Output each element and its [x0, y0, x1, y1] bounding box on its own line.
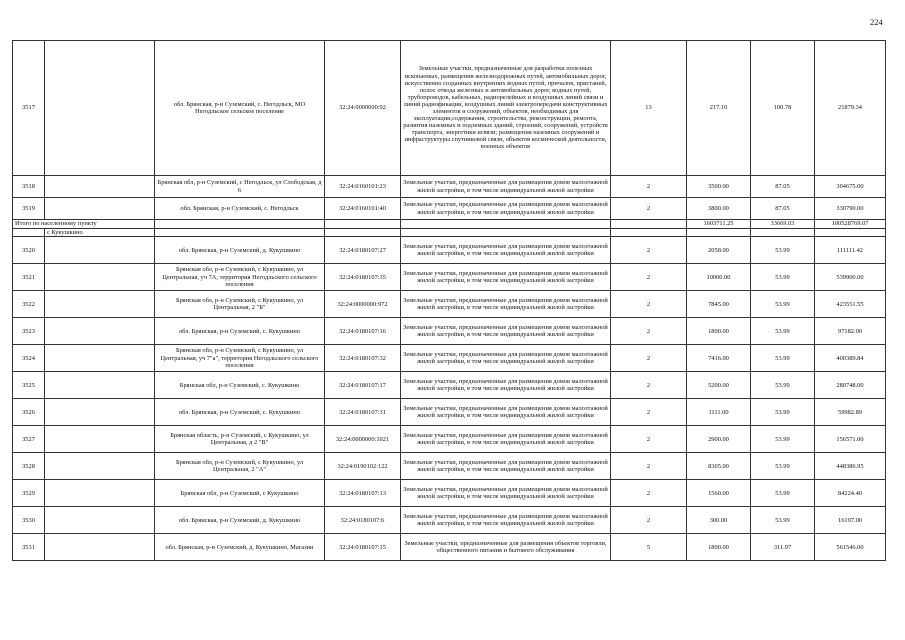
address-cell: Брянская обл, р-н Суземский, с Кукушкино	[155, 480, 325, 507]
land-use-cell: Земельные участки, предназначенные для размещения домов малоэтажной жилой застройки, в том числе индивидуальной жилой застройки	[401, 399, 611, 426]
row-number: 3528	[13, 453, 45, 480]
empty-cell	[45, 291, 155, 318]
empty-cell	[45, 198, 155, 220]
cadastral-value-cell: 97182.00	[815, 318, 886, 345]
group-cell: 2	[611, 291, 687, 318]
group-cell: 2	[611, 198, 687, 220]
cadastral-value-cell: 156571.00	[815, 426, 886, 453]
table-row	[13, 264, 886, 291]
total-row	[13, 220, 886, 229]
cadastral-number-cell: 32:24:0180107:31	[325, 399, 401, 426]
row-number: 3522	[13, 291, 45, 318]
cadastral-value-cell: 84224.40	[815, 480, 886, 507]
cadastral-number-cell: 32:24:0000000:92	[325, 41, 401, 176]
page-number: 224	[870, 17, 883, 27]
land-use-cell: Земельные участки, предназначенные для размещения домов малоэтажной жилой застройки, в том числе индивидуальной жилой застройки	[401, 453, 611, 480]
area-cell: 1560.00	[687, 480, 751, 507]
cadastral-number-cell: 32:24:0190102:122	[325, 453, 401, 480]
total-value: 100528769.07	[815, 220, 886, 229]
row-number: 3519	[13, 198, 45, 220]
cadastral-value-cell: 330790.00	[815, 198, 886, 220]
row-number: 3525	[13, 372, 45, 399]
area-cell: 2900.00	[687, 426, 751, 453]
address-cell: Брянская область, р-н Суземский, с Кукушкино, ул Центральная, д 2 "В"	[155, 426, 325, 453]
land-use-cell: Земельные участки, предназначенные для размещения домов малоэтажной жилой застройки, в том числе индивидуальной жилой застройки	[401, 318, 611, 345]
cadastral-number-cell: 32:24:0180107:6	[325, 507, 401, 534]
cadastral-number-cell: 32:24:0180107:16	[325, 318, 401, 345]
specific-value-cell: 53.99	[751, 507, 815, 534]
table-row	[13, 41, 886, 176]
table-row	[13, 453, 886, 480]
empty-cell	[45, 426, 155, 453]
group-cell: 2	[611, 345, 687, 372]
land-use-cell: Земельные участки, предназначенные для размещения домов малоэтажной жилой застройки, в том числе индивидуальной жилой застройки	[401, 372, 611, 399]
row-number: 3530	[13, 507, 45, 534]
cadastral-value-cell: 400389.84	[815, 345, 886, 372]
area-cell: 8305.00	[687, 453, 751, 480]
group-cell: 13	[611, 41, 687, 176]
table-row	[13, 399, 886, 426]
area-cell: 5200.00	[687, 372, 751, 399]
row-number: 3529	[13, 480, 45, 507]
specific-value-cell: 53.99	[751, 291, 815, 318]
address-cell: обл. Брянская, р-н Суземский, д. Кукушкино	[155, 507, 325, 534]
empty-cell	[45, 237, 155, 264]
group-cell: 2	[611, 372, 687, 399]
land-use-cell: Земельные участки, предназначенные для размещения домов малоэтажной жилой застройки, в том числе индивидуальной жилой застройки	[401, 480, 611, 507]
group-cell: 2	[611, 480, 687, 507]
row-number: 3521	[13, 264, 45, 291]
area-cell: 3800.00	[687, 198, 751, 220]
land-use-cell: Земельные участки, предназначенные для размещения домов малоэтажной жилой застройки, в том числе индивидуальной жилой застройки	[401, 291, 611, 318]
cadastral-value-cell: 59982.89	[815, 399, 886, 426]
land-use-cell: Земельные участки, предназначенные для размещения домов малоэтажной жилой застройки, в том числе индивидуальной жилой застройки	[401, 426, 611, 453]
row-number: 3527	[13, 426, 45, 453]
empty-cell	[45, 318, 155, 345]
cadastral-value-cell: 448386.95	[815, 453, 886, 480]
cadastral-number-cell: 32:24:0180107:32	[325, 345, 401, 372]
empty-cell	[45, 399, 155, 426]
cadastral-number-cell: 32:24:0180107:35	[325, 264, 401, 291]
group-cell: 2	[611, 399, 687, 426]
cadastral-number-cell: 32:24:0180107:17	[325, 372, 401, 399]
table-row	[13, 198, 886, 220]
empty-cell	[45, 41, 155, 176]
table-body-negodlsk	[13, 41, 886, 220]
address-cell: Брянская обл, р-н Суземский, с Кукушкино, ул Центральная, уч 7"а", территория Негодльского сельского поселения	[155, 345, 325, 372]
group-cell: 2	[611, 507, 687, 534]
specific-value-cell: 53.99	[751, 453, 815, 480]
area-cell: 300.00	[687, 507, 751, 534]
land-use-cell: Земельные участки, предназначенные для размещения домов малоэтажной жилой застройки, в том числе индивидуальной жилой застройки	[401, 198, 611, 220]
area-cell: 10000.00	[687, 264, 751, 291]
area-cell: 2058.00	[687, 237, 751, 264]
empty-cell	[45, 453, 155, 480]
area-cell: 1800.00	[687, 318, 751, 345]
total-label: Итого по населенному пункту	[13, 220, 155, 229]
area-cell: 1111.00	[687, 399, 751, 426]
specific-value-cell: 53.99	[751, 318, 815, 345]
table-body-kukushkino	[13, 237, 886, 561]
cadastral-value-cell: 561546.00	[815, 534, 886, 561]
cadastral-number-cell: 32:24:0180107:13	[325, 480, 401, 507]
specific-value-cell: 53.99	[751, 237, 815, 264]
address-cell: обл. Брянская, р-н Суземский, с. Негодльск, МО Негодльское сельское поселение	[155, 41, 325, 176]
row-number: 3523	[13, 318, 45, 345]
table-row	[13, 237, 886, 264]
specific-value-cell: 87.05	[751, 176, 815, 198]
address-cell: обл. Брянская, р-н Суземский, с. Кукушкино	[155, 399, 325, 426]
land-use-cell: Земельные участки, предназначенные для размещения домов малоэтажной жилой застройки, в том числе индивидуальной жилой застройки	[401, 507, 611, 534]
group-cell: 2	[611, 453, 687, 480]
table-row	[13, 372, 886, 399]
address-cell: обл. Брянская, р-н Суземский, д. Кукушкино	[155, 237, 325, 264]
total-section	[13, 220, 886, 237]
specific-value-cell: 100.78	[751, 41, 815, 176]
cadastral-value-cell: 21879.34	[815, 41, 886, 176]
area-cell: 3500.00	[687, 176, 751, 198]
table-row	[13, 176, 886, 198]
cadastral-value-table	[12, 40, 886, 561]
specific-value-cell: 53.99	[751, 399, 815, 426]
cadastral-value-cell: 280748.00	[815, 372, 886, 399]
locality-name: с Кукушкино	[45, 229, 155, 237]
area-cell: 1800.00	[687, 534, 751, 561]
row-number: 3520	[13, 237, 45, 264]
address-cell: Брянская обл, р-н Суземский, с Кукушкино, ул Центральная, 2 "Б"	[155, 291, 325, 318]
row-number: 3526	[13, 399, 45, 426]
table-row	[13, 291, 886, 318]
table-row	[13, 426, 886, 453]
area-cell: 7416.00	[687, 345, 751, 372]
empty-cell	[45, 345, 155, 372]
empty-cell	[45, 264, 155, 291]
locality-row	[13, 229, 886, 237]
specific-value-cell: 87.05	[751, 198, 815, 220]
table-row	[13, 345, 886, 372]
cadastral-value-cell: 423551.55	[815, 291, 886, 318]
empty-cell	[45, 534, 155, 561]
empty-cell	[45, 507, 155, 534]
group-cell: 2	[611, 176, 687, 198]
address-cell: обл. Брянская, р-н Суземский, с. Кукушкино	[155, 318, 325, 345]
specific-value-cell: 53.99	[751, 372, 815, 399]
land-use-cell: Земельные участки, предназначенные для размещения домов малоэтажной жилой застройки, в том числе индивидуальной жилой застройки	[401, 176, 611, 198]
address-cell: обл. Брянская, р-н Суземский, д. Кукушкино, Магазин	[155, 534, 325, 561]
row-number: 3524	[13, 345, 45, 372]
empty-cell	[45, 176, 155, 198]
cadastral-number-cell: 32:24:0180107:15	[325, 534, 401, 561]
cadastral-number-cell: 32:24:0180107:27	[325, 237, 401, 264]
specific-value-cell: 53.99	[751, 426, 815, 453]
area-cell: 217.10	[687, 41, 751, 176]
cadastral-value-cell: 16197.00	[815, 507, 886, 534]
cadastral-value-cell: 111111.42	[815, 237, 886, 264]
land-use-cell: Земельные участки, предназначенные для разработки полезных ископаемых, размещения железнодорожных путей, автомобильных дорог, искусственно созданных внутренних водных путей, причалов, пристаней, полос отвода железных и автомобильных дорог, водных путей, трубопроводов, кабельных, радиорелейных и воздушных линий связи и линий радиофикации, воздушных линий электропередачи конструктивных элементов и сооружений, объектов, необходимых для эксплуатации,содержания, строительства, реконструкции, ремонта, развития наземных и подземных зданий, строений, сооружений, устройств транспорта, энергетики исвязи; размещения наземных сооружений и инфраструктуры спутниковой связи, объектов космической деятельности, военных объектов	[401, 41, 611, 176]
empty-cell	[45, 480, 155, 507]
address-cell: Брянская обл, р-н Суземский, с Негодльск, ул Слободская, д 6	[155, 176, 325, 198]
address-cell: обл. Брянская, р-н Суземский, с. Негодльск	[155, 198, 325, 220]
cadastral-value-cell: 304675.00	[815, 176, 886, 198]
table-row	[13, 480, 886, 507]
cadastral-number-cell: 32:24:0000000:1021	[325, 426, 401, 453]
row-number: 3517	[13, 41, 45, 176]
land-use-cell: Земельные участки, предназначенные для размещения домов малоэтажной жилой застройки, в том числе индивидуальной жилой застройки	[401, 264, 611, 291]
specific-value-cell: 53.99	[751, 480, 815, 507]
cadastral-number-cell: 32:24:0000000:972	[325, 291, 401, 318]
total-rate: 33669.03	[751, 220, 815, 229]
address-cell: Брянская обл, р-н Суземский, с Кукушкино, ул Центральная, уч 7А, территория Негодльского сельского поселения	[155, 264, 325, 291]
row-number: 3531	[13, 534, 45, 561]
table-row	[13, 318, 886, 345]
group-cell: 2	[611, 237, 687, 264]
cadastral-number-cell: 32:24:0160101:40	[325, 198, 401, 220]
specific-value-cell: 53.99	[751, 264, 815, 291]
group-cell: 2	[611, 426, 687, 453]
group-cell: 5	[611, 534, 687, 561]
cadastral-number-cell: 32:24:0160101:23	[325, 176, 401, 198]
address-cell: Брянская обл, р-н Суземский, с Кукушкино, ул Центральная, 2 "А"	[155, 453, 325, 480]
total-area: 1603711.25	[687, 220, 751, 229]
group-cell: 2	[611, 264, 687, 291]
row-number: 3518	[13, 176, 45, 198]
land-use-cell: Земельные участки, предназначенные для размещения домов малоэтажной жилой застройки, в том числе индивидуальной жилой застройки	[401, 345, 611, 372]
specific-value-cell: 311.97	[751, 534, 815, 561]
address-cell: Брянская обл, р-н Суземский, с. Кукушкино	[155, 372, 325, 399]
table-row	[13, 507, 886, 534]
land-use-cell: Земельные участки, предназначенные для размещения домов малоэтажной жилой застройки, в том числе индивидуальной жилой застройки	[401, 237, 611, 264]
area-cell: 7845.00	[687, 291, 751, 318]
land-use-cell: Земельные участки, предназначенные для размещения объектов торговли, общественного питания и бытового обслуживания	[401, 534, 611, 561]
specific-value-cell: 53.99	[751, 345, 815, 372]
empty-cell	[45, 372, 155, 399]
table-row	[13, 534, 886, 561]
group-cell: 2	[611, 318, 687, 345]
cadastral-value-cell: 539900.00	[815, 264, 886, 291]
